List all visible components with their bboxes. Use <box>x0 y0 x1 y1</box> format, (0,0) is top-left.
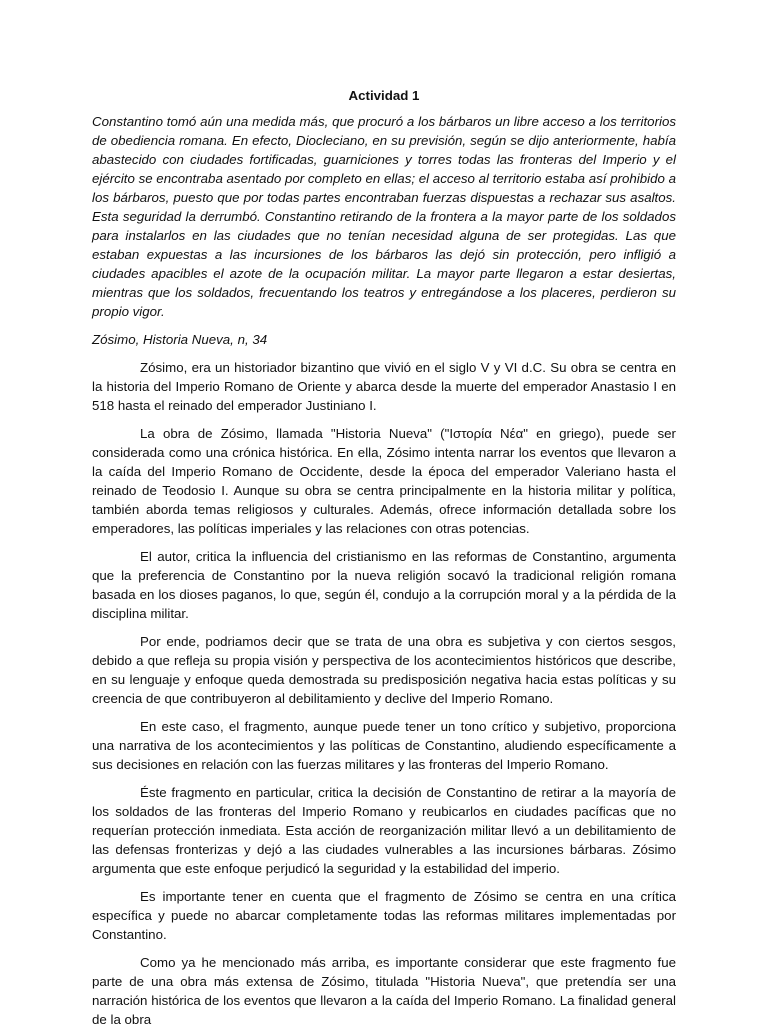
quoted-fragment: Constantino tomó aún una medida más, que procuró a los bárbaros un libre acceso a los territorios de obediencia romana. En efecto, Diocleciano, en su previsión, según se dijo anteriormente, había abastecido con ciudades fortificadas, guarniciones y torres todas las fronteras del Imperio y el ejército se encontraba asentado por completo en ellas; el acceso al territorio estaba así prohibido a los bárbaros, puesto que por todas partes encontraban fuerzas dispuestas a rechazar sus asaltos. Esta seguridad la derrumbó. Constantino retirando de la frontera a la mayor parte de los soldados para instalarlos en las ciudades que no tenían necesidad alguna de ser protegidas. Las que estaban expuestas a las incursiones de los bárbaros las dejó sin protección, pero infligió a ciudades apacibles el azote de la ocupación militar. La mayor parte llegaron a estar desiertas, mientras que los soldados, frecuentando los teatros y entregándose a los placeres, perdieron su propio vigor. <box>92 114 676 319</box>
body-paragraph: Éste fragmento en particular, critica la decisión de Constantino de retirar a la mayoría de los soldados de las fronteras del Imperio Romano y reubicarlos en ciudades pacíficas que no requerían protección inmediata. Esta acción de reorganización militar llevó a un debilitamiento de las defensas fronterizas y dejó a las ciudades vulnerables a las incursiones bárbaras. Zósimo argumenta que este enfoque perjudicó la seguridad y la estabilidad del imperio. <box>92 785 676 876</box>
body-paragraph: En este caso, el fragmento, aunque puede tener un tono crítico y subjetivo, proporciona una narrativa de los acontecimientos y las políticas de Constantino, aludiendo específicamente a sus decisiones en relación con las fuerzas militares y las fronteras del Imperio Romano. <box>92 719 676 772</box>
body-paragraph: Zósimo, era un historiador bizantino que vivió en el siglo V y VI d.C. Su obra se centra en la historia del Imperio Romano de Oriente y abarca desde la muerte del emperador Anastasio I en 518 hasta el reinado del emperador Justiniano I. <box>92 360 676 413</box>
body-paragraph: Como ya he mencionado más arriba, es importante considerar que este fragmento fue parte de una obra más extensa de Zósimo, titulada "Historia Nueva", que pretendía ser una narración histórica de los eventos que llevaron a la caída del Imperio Romano. La finalidad general de la obra <box>92 955 676 1027</box>
body-paragraph: Por ende, podriamos decir que se trata de una obra es subjetiva y con ciertos sesgos, debido a que refleja su propia visión y perspectiva de los acontecimientos históricos que describe, en su lenguaje y enfoque queda demostrada su predisposición negativa hacia estas políticas y su creencia de que contribuyeron al debilitamiento y declive del Imperio Romano. <box>92 634 676 706</box>
body-paragraph: El autor, critica la influencia del cristianismo en las reformas de Constantino, argumenta que la preferencia de Constantino por la nueva religión socavó la tradicional religión romana basada en los dioses paganos, lo que, según él, condujo a la corrupción moral y a la pérdida de la disciplina militar. <box>92 549 676 621</box>
quote-citation: Zósimo, Historia Nueva, n, 34 <box>92 332 268 347</box>
document-title: Actividad 1 <box>348 88 420 103</box>
body-paragraph: Es importante tener en cuenta que el fragmento de Zósimo se centra en una crítica específica y puede no abarcar completamente todas las reformas militares implementadas por Constantino. <box>92 889 676 942</box>
body-paragraph: La obra de Zósimo, llamada "Historia Nueva" ("Ιστορία Νέα" en griego), puede ser considerada como una crónica histórica. En ella, Zósimo intenta narrar los eventos que llevaron a la caída del Imperio Romano de Occidente, desde la época del emperador Valeriano hasta el reinado de Teodosio I. Aunque su obra se centra principalmente en la historia militar y política, también aborda temas religiosos y culturales. Además, ofrece información detallada sobre los emperadores, las políticas imperiales y las relaciones con otras potencias. <box>92 426 676 536</box>
